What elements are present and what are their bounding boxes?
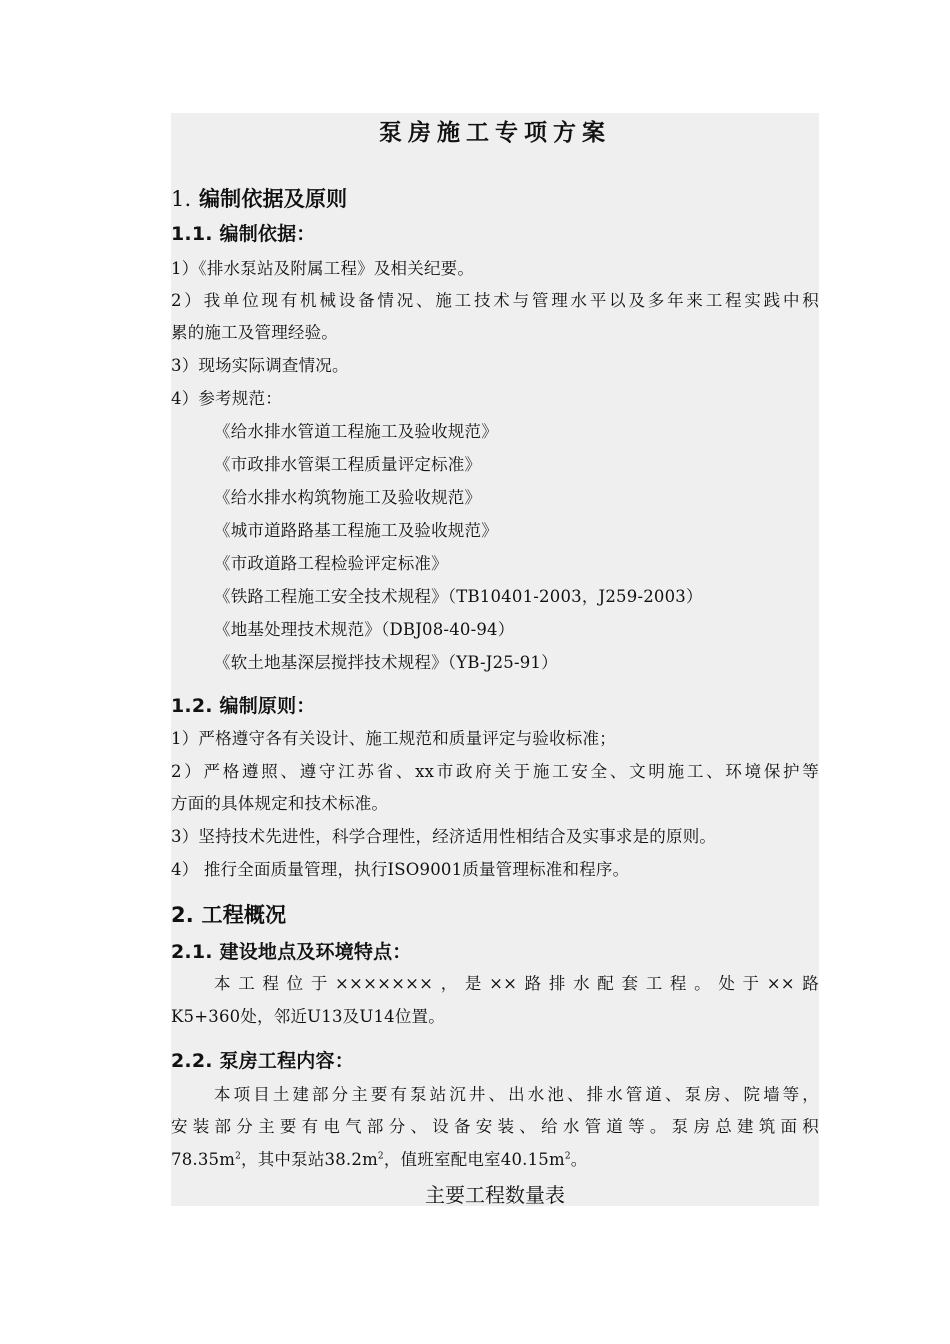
superscript-2: 2 <box>377 1151 384 1162</box>
area-duty-room: ，值班室配电室40.15m <box>383 1150 565 1169</box>
basis-item-continued: 累的施工及管理经验。 <box>171 323 338 342</box>
area-pump-station: ，其中泵站38.2m <box>241 1150 378 1169</box>
principle-item-continued: 方面的具体规定和技术标准。 <box>171 794 389 813</box>
standard-item: 《给水排水构筑物施工及验收规范》 <box>214 488 482 507</box>
area-total: 78.35m <box>171 1150 236 1169</box>
section-1-2-heading: 1.2. 编制原则： <box>171 695 316 717</box>
basis-item: 4）参考规范： <box>171 389 282 408</box>
principle-item: 4） 推行全面质量管理，执行ISO9001质量管理标准和程序。 <box>171 860 630 879</box>
document-page <box>171 113 819 1206</box>
table-caption: 主要工程数量表 <box>425 1183 565 1207</box>
standard-item: 《市政排水管渠工程质量评定标准》 <box>214 455 482 474</box>
section-1-number: 1. <box>171 187 192 211</box>
superscript-2: 2 <box>235 1151 242 1162</box>
area-line-end: 。 <box>570 1150 588 1169</box>
basis-item: 1）《排水泵站及附属工程》及相关纪要。 <box>171 259 475 278</box>
section-2-heading: 2. 工程概况 <box>171 903 287 927</box>
standard-item: 《铁路工程施工安全技术规程》（TB10401-2003，J259-2003） <box>214 587 703 606</box>
area-line <box>171 1148 819 1172</box>
content-paragraph-continued: 安装部分主要有电气部分、设备安装、给水管道等。泵房总建筑面积 <box>171 1117 819 1136</box>
section-2-2-heading: 2.2. 泵房工程内容： <box>171 1050 354 1072</box>
standard-item: 《地基处理技术规范》（DBJ08-40-94） <box>214 620 515 639</box>
section-2-1-heading: 2.1. 建设地点及环境特点： <box>171 941 412 963</box>
standard-item: 《给水排水管道工程施工及验收规范》 <box>214 422 498 441</box>
location-paragraph: 本工程位于×××××××，是××路排水配套工程。处于××路 <box>214 974 819 993</box>
basis-item: 3）现场实际调查情况。 <box>171 356 349 375</box>
document-title: 泵房施工专项方案 <box>379 119 611 146</box>
section-1-1-heading: 1.1. 编制依据： <box>171 223 316 245</box>
principle-item: 1）严格遵守各有关设计、施工规范和质量评定与验收标准； <box>171 729 616 748</box>
principle-item: 2）严格遵照、遵守江苏省、xx市政府关于施工安全、文明施工、环境保护等 <box>171 762 819 781</box>
standard-item: 《城市道路路基工程施工及验收规范》 <box>214 521 498 540</box>
superscript-2: 2 <box>564 1151 571 1162</box>
content-paragraph: 本项目土建部分主要有泵站沉井、出水池、排水管道、泵房、院墙等， <box>214 1085 819 1104</box>
section-1-title: 编制依据及原则 <box>198 187 348 211</box>
basis-item: 2）我单位现有机械设备情况、施工技术与管理水平以及多年来工程实践中积 <box>171 291 819 310</box>
standard-item: 《市政道路工程检验评定标准》 <box>214 554 448 573</box>
location-paragraph-continued: K5+360处，邻近U13及U14位置。 <box>171 1007 445 1026</box>
principle-item: 3）坚持技术先进性，科学合理性，经济适用性相结合及实事求是的原则。 <box>171 827 717 846</box>
section-1-heading <box>171 185 819 213</box>
standard-item: 《软土地基深层搅拌技术规程》（YB-J25-91） <box>214 653 558 672</box>
